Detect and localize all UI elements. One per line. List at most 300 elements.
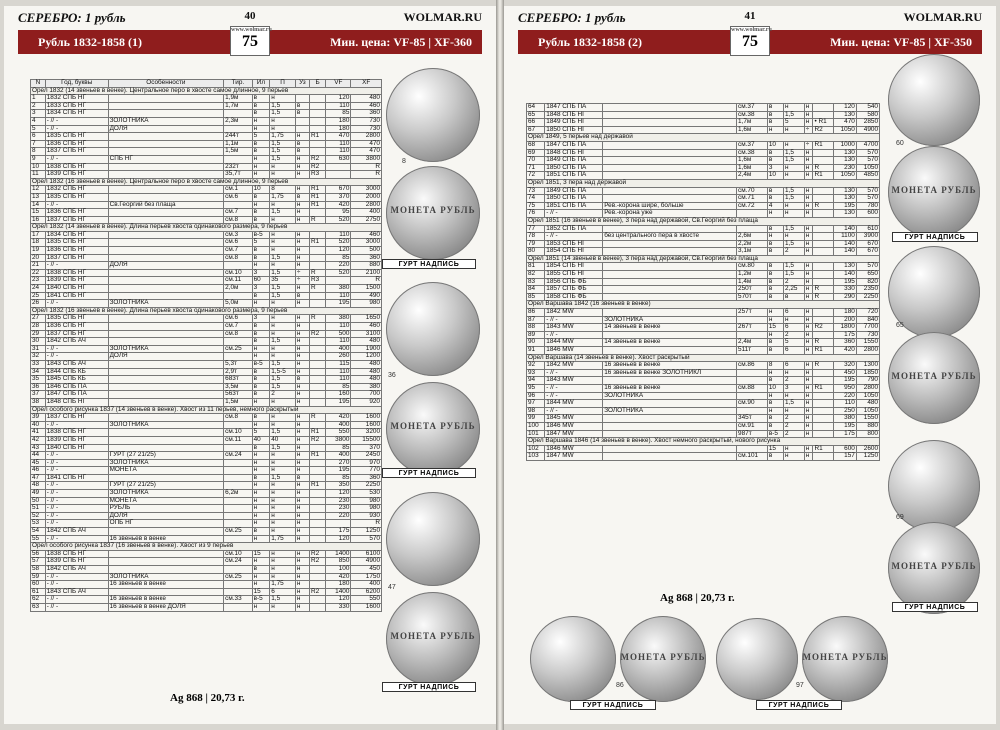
table-cell: 22 (31, 269, 46, 277)
table-cell: 1846 СПБ ПА (45, 383, 108, 391)
table-cell: 2000 (351, 193, 382, 201)
table-cell: 600 (856, 210, 879, 218)
table-cell: 6 (270, 588, 296, 596)
table-cell: 39 (31, 414, 46, 422)
table-cell (309, 338, 325, 346)
table-cell: 1851 СПБ ПА (545, 202, 603, 210)
table-cell: н (804, 286, 813, 294)
table-cell: R1 (309, 239, 325, 247)
table-cell: н (295, 528, 309, 536)
table-cell: 1854 СПБ НI (545, 263, 603, 271)
table-cell (813, 248, 833, 256)
table-cell: 1848 СПБ НI (45, 398, 108, 406)
table-cell: 1856 СПБ ФБ (545, 278, 603, 286)
table-row (31, 345, 382, 353)
table-cell: н (804, 445, 813, 453)
left-price-table (30, 79, 382, 612)
right-page-badge (730, 26, 770, 56)
table-cell: СПБ НГ (108, 155, 224, 163)
table-cell: н (270, 353, 296, 361)
table-cell: 1 (31, 95, 46, 103)
table-cell (108, 398, 224, 406)
table-cell: н (767, 316, 783, 324)
table-cell: 540 (856, 104, 879, 112)
table-cell: см.1 (224, 186, 252, 194)
table-cell: - // - (45, 452, 108, 460)
table-cell: 1849 СПБ НI (545, 119, 603, 127)
table-cell: 1,5 (784, 263, 805, 271)
table-cell: 530 (351, 490, 382, 498)
table-cell: 1750 (351, 573, 382, 581)
table-cell: 6 (784, 362, 805, 370)
table-cell: 500 (351, 247, 382, 255)
coin-obverse-eagle (530, 616, 616, 702)
table-cell: 7 (31, 140, 46, 148)
table-cell: см.90 (737, 400, 768, 408)
table-cell: н (270, 573, 296, 581)
table-cell: 570 (856, 149, 879, 157)
table-cell: 2 (784, 248, 805, 256)
table-cell: R1 (309, 193, 325, 201)
table-cell: 8 (270, 186, 296, 194)
table-cell: н (270, 490, 296, 498)
table-cell: н (252, 300, 270, 308)
table-cell: 920 (351, 398, 382, 406)
table-cell: н (784, 445, 805, 453)
book-gutter (496, 0, 504, 730)
table-cell (309, 490, 325, 498)
table-cell: 1,6м (737, 164, 768, 172)
table-cell: 5 (252, 133, 270, 141)
table-cell: н (295, 497, 309, 505)
table-cell: 24 (31, 285, 46, 293)
table-cell (813, 400, 833, 408)
table-cell: н (295, 398, 309, 406)
table-cell: ЗОЛОТНИКА (108, 421, 224, 429)
table-cell: 13 (31, 193, 46, 201)
table-cell: - // - (45, 459, 108, 467)
table-row (527, 392, 880, 400)
table-cell: R1 (813, 445, 833, 453)
coin-reverse (888, 332, 980, 424)
table-cell: 790 (856, 377, 879, 385)
table-cell: н (252, 482, 270, 490)
table-cell: 4 (767, 202, 783, 210)
coin-ref: 86 (616, 682, 624, 689)
table-cell: в (767, 119, 783, 127)
table-cell: 25 (31, 292, 46, 300)
table-cell: 1400 (326, 550, 351, 558)
table-cell: н (252, 345, 270, 353)
table-cell: н (295, 414, 309, 422)
table-cell: 1,5 (784, 271, 805, 279)
table-cell: 195 (326, 467, 351, 475)
table-cell: R2 (309, 330, 325, 338)
table-cell: ÷ (804, 141, 813, 149)
edge-caption: ГУРТ НАДПИСЬ (892, 232, 978, 242)
left-page-number: 40 (244, 10, 256, 22)
section-heading-row (527, 179, 880, 187)
table-cell: 320 (833, 362, 856, 370)
table-cell: 220 (326, 512, 351, 520)
table-cell: в (252, 193, 270, 201)
table-cell: н (784, 126, 805, 134)
table-cell: 1846 MW (545, 347, 603, 355)
table-cell: 103 (527, 453, 545, 461)
table-cell: 2,3м (224, 117, 252, 125)
table-cell: н (295, 262, 309, 270)
table-cell: 85 (326, 254, 351, 262)
table-cell: н (252, 490, 270, 498)
table-cell: 1250 (856, 453, 879, 461)
table-cell: в (252, 391, 270, 399)
table-cell: н (295, 505, 309, 513)
table-cell: 520 (326, 216, 351, 224)
table-cell: см.70 (737, 187, 768, 195)
table-cell: 1,75 (270, 535, 296, 543)
table-cell (309, 247, 325, 255)
table-cell (326, 171, 351, 179)
table-cell: 1833 СПБ НГ (45, 102, 108, 110)
table-cell: 267т (737, 324, 768, 332)
table-cell: 120 (326, 95, 351, 103)
table-cell (326, 163, 351, 171)
table-cell: 1,6м (737, 126, 768, 134)
table-cell: 250 (833, 407, 856, 415)
section-heading: Орел 1851 (14 звеньев в венке), 3 пера над державой, Св.Георгий без плаща (527, 255, 880, 263)
table-cell: 1847 MW (545, 453, 603, 461)
table-cell: н (804, 187, 813, 195)
left-coin-type-title: Рубль 1832-1858 (1) (38, 35, 142, 49)
table-cell: 32 (31, 353, 46, 361)
table-cell: 1837 СПБ НГ (45, 330, 108, 338)
table-cell: в (252, 368, 270, 376)
table-cell: 970 (351, 459, 382, 467)
table-cell: 230 (833, 164, 856, 172)
table-cell: 1,75 (270, 193, 296, 201)
table-cell: 330 (326, 603, 351, 611)
table-cell: н (252, 117, 270, 125)
table-cell (309, 323, 325, 331)
table-cell: 3,1м (737, 248, 768, 256)
table-cell: 1837 СПБ НГ (45, 148, 108, 156)
table-cell: 78 (527, 233, 545, 241)
table-cell: 670 (326, 186, 351, 194)
left-site-name: WOLMAR.RU (403, 10, 482, 24)
table-cell: 16 звеньев в венке (603, 362, 737, 370)
table-cell: - // - (45, 535, 108, 543)
table-cell (309, 596, 325, 604)
table-cell: - // - (45, 345, 108, 353)
table-cell: 260 (326, 353, 351, 361)
table-cell (603, 422, 737, 430)
table-cell: 130 (833, 111, 856, 119)
table-cell: н (804, 430, 813, 438)
left-badge-number: 75 (242, 33, 258, 50)
table-cell: 67 (527, 126, 545, 134)
table-cell: ЗОЛОТНИКА (108, 117, 224, 125)
table-cell: н (804, 293, 813, 301)
table-cell: н (252, 398, 270, 406)
table-cell: 1852 СПБ ПА (545, 225, 603, 233)
table-cell: 100 (326, 566, 351, 574)
table-cell (603, 149, 737, 157)
table-cell: н (804, 369, 813, 377)
table-cell: н (270, 497, 296, 505)
table-cell: 65 (527, 111, 545, 119)
column-header: Ил (252, 80, 270, 88)
table-cell: н (767, 126, 783, 134)
table-cell: 1,5 (784, 187, 805, 195)
table-cell: - // - (45, 117, 108, 125)
table-cell: 490 (351, 292, 382, 300)
table-cell: 570 (856, 195, 879, 203)
table-cell: 1300 (856, 362, 879, 370)
table-cell: ДОЛЯ (108, 512, 224, 520)
table-cell: см.7 (224, 323, 252, 331)
section-heading: Орел 1832 (14 звеньев в венке). Длина перьев хвоста одинакового размера, 9 перьев (31, 224, 382, 232)
table-cell (603, 445, 737, 453)
table-cell: R1 (813, 347, 833, 355)
table-cell: 43 (31, 444, 46, 452)
table-cell: н (767, 210, 783, 218)
table-cell: 1,7м (737, 119, 768, 127)
table-cell: н (804, 195, 813, 203)
table-cell: - // - (545, 331, 603, 339)
table-cell: см.11 (224, 277, 252, 285)
table-cell: 81 (527, 263, 545, 271)
table-cell: в (767, 195, 783, 203)
table-cell: 2,0м (224, 285, 252, 293)
table-cell: 55 (31, 535, 46, 543)
table-row (31, 360, 382, 368)
table-cell: - // - (45, 505, 108, 513)
table-cell: 10 (767, 384, 783, 392)
table-cell (309, 528, 325, 536)
right-coin-type-title: Рубль 1832-1858 (2) (538, 35, 642, 49)
table-cell (108, 376, 224, 384)
table-row (31, 603, 382, 611)
table-cell: 180 (326, 581, 351, 589)
table-cell: в (767, 293, 783, 301)
table-row (31, 398, 382, 406)
table-cell: 1,5 (784, 111, 805, 119)
table-cell (309, 376, 325, 384)
table-cell: 14 звеньев в венке (603, 324, 737, 332)
table-cell (603, 415, 737, 423)
table-cell (309, 95, 325, 103)
table-cell: 550 (351, 596, 382, 604)
table-cell: 230 (326, 497, 351, 505)
table-cell: в (767, 111, 783, 119)
table-cell: в (767, 157, 783, 165)
table-cell: 1050 (856, 392, 879, 400)
column-header: Год, буквы (45, 80, 108, 88)
table-cell: 10 (252, 186, 270, 194)
table-cell: ЗОЛОТНИКА (108, 345, 224, 353)
table-cell: 130 (833, 195, 856, 203)
table-cell: 480 (351, 368, 382, 376)
table-row (527, 377, 880, 385)
table-cell: R1 (309, 482, 325, 490)
table-cell: 420 (833, 347, 856, 355)
coin-ref: 97 (796, 682, 804, 689)
table-cell: 4900 (856, 126, 879, 134)
table-cell: см.8 (224, 414, 252, 422)
table-cell: н (270, 262, 296, 270)
table-cell: R1 (813, 172, 833, 180)
table-cell: 16 звеньев в венке ДОЛЯ (108, 603, 224, 611)
table-row (31, 292, 382, 300)
table-cell: 92 (527, 362, 545, 370)
table-cell: 98 (527, 407, 545, 415)
table-cell: 500 (326, 330, 351, 338)
table-cell: 110 (326, 368, 351, 376)
table-cell: 6 (31, 133, 46, 141)
table-cell: см.25 (224, 528, 252, 536)
table-cell: 85 (326, 474, 351, 482)
table-cell: 360 (833, 339, 856, 347)
table-cell: н (270, 171, 296, 179)
table-cell (108, 133, 224, 141)
table-cell: в (295, 474, 309, 482)
table-cell: в (252, 566, 270, 574)
table-cell: 160 (326, 391, 351, 399)
table-cell: 74 (527, 195, 545, 203)
table-cell: 3 (252, 315, 270, 323)
table-cell: н (804, 422, 813, 430)
table-cell: 89 (527, 331, 545, 339)
table-cell: - // - (45, 512, 108, 520)
table-cell: н (295, 133, 309, 141)
table-cell (309, 566, 325, 574)
table-cell: н (804, 324, 813, 332)
table-cell (813, 415, 833, 423)
table-cell: РУБЛЬ (108, 505, 224, 513)
table-cell: 2250 (856, 293, 879, 301)
table-cell: 16 звеньев в венке (108, 535, 224, 543)
table-cell: 850 (326, 558, 351, 566)
table-cell: 3800 (351, 155, 382, 163)
coin-obverse-eagle (888, 54, 980, 146)
table-cell: 3200 (351, 429, 382, 437)
table-cell: - // - (45, 201, 108, 209)
table-cell: в (295, 110, 309, 118)
table-cell: ОПБ НГ (108, 520, 224, 528)
table-cell: н (270, 520, 296, 528)
coin-reverse (386, 592, 480, 686)
table-cell: без центрального пера в хвосте (603, 233, 737, 241)
table-cell: см.11 (224, 436, 252, 444)
table-cell: R2 (309, 550, 325, 558)
table-cell: - // - (45, 490, 108, 498)
table-cell: 480 (351, 376, 382, 384)
table-cell: 3000 (351, 186, 382, 194)
table-cell: 1838 СПБ НГ (45, 429, 108, 437)
table-cell: R (813, 362, 833, 370)
table-cell (108, 391, 224, 399)
table-cell: R (813, 202, 833, 210)
table-cell: 16 (31, 216, 46, 224)
table-cell: см.25 (224, 345, 252, 353)
table-cell: 1,5 (270, 338, 296, 346)
table-row (31, 497, 382, 505)
table-cell: 4700 (856, 141, 879, 149)
table-cell: н (804, 407, 813, 415)
table-cell: в (767, 248, 783, 256)
table-cell: 1,5 (270, 444, 296, 452)
table-cell: 8 (767, 362, 783, 370)
table-cell: 1845 MW (545, 415, 603, 423)
table-cell: см.8 (224, 330, 252, 338)
table-row (31, 110, 382, 118)
table-cell: в-5 (252, 360, 270, 368)
table-cell: ГУРТ (27 21/25) (108, 452, 224, 460)
table-cell: н (804, 392, 813, 400)
table-cell: 27 (31, 315, 46, 323)
table-cell (309, 573, 325, 581)
table-row (527, 369, 880, 377)
table-cell: 1851 СПБ ПА (545, 172, 603, 180)
table-cell: 58 (31, 566, 46, 574)
table-cell: 820 (856, 278, 879, 286)
table-cell: 1,5 (784, 400, 805, 408)
coin-reverse-text: МОНЕТА РУБЛЬ (891, 560, 977, 571)
table-cell: 84 (527, 286, 545, 294)
table-cell: н (270, 231, 296, 239)
table-cell: R (351, 163, 382, 171)
table-cell: 1850 СПБ ПА (545, 164, 603, 172)
table-cell: в (252, 110, 270, 118)
table-cell: см.6 (224, 315, 252, 323)
table-cell: 480 (351, 95, 382, 103)
table-cell: н (295, 315, 309, 323)
table-cell: 1844 MW (545, 400, 603, 408)
table-cell (603, 111, 737, 119)
section-heading: Орел особого рисунка 1837 (16 звеньев в венке). Хвост из 9 перьев (31, 543, 382, 551)
table-cell: 1847 СПБ ПА (545, 104, 603, 112)
table-cell: 1,5 (270, 360, 296, 368)
table-cell: 950 (833, 384, 856, 392)
section-heading: Орел особого рисунка 1837 (14 звеньев в венке). Хвост из 11 перьев, немного раскрытый (31, 406, 382, 414)
table-cell (603, 309, 737, 317)
table-cell (108, 315, 224, 323)
table-cell: R (309, 269, 325, 277)
table-cell: н (767, 392, 783, 400)
table-cell: в (295, 148, 309, 156)
table-cell: 1000 (833, 141, 856, 149)
table-cell: ЗОЛОТНИКА (108, 573, 224, 581)
table-cell: 100 (527, 422, 545, 430)
table-cell: в (767, 400, 783, 408)
table-cell: 15 (31, 209, 46, 217)
table-cell (108, 566, 224, 574)
table-cell: в (252, 376, 270, 384)
table-cell: н (295, 535, 309, 543)
table-cell: в (767, 263, 783, 271)
table-cell: 15 (767, 445, 783, 453)
table-cell: н (270, 566, 296, 574)
table-cell: 2,6м (737, 233, 768, 241)
column-header: XF (351, 80, 382, 88)
table-cell: 1250 (351, 528, 382, 536)
table-cell: R1 (813, 141, 833, 149)
table-cell: н (804, 157, 813, 165)
table-cell: - // - (545, 369, 603, 377)
table-cell: - // - (45, 262, 108, 270)
coin-reverse (888, 146, 980, 238)
table-cell: см.38 (737, 149, 768, 157)
